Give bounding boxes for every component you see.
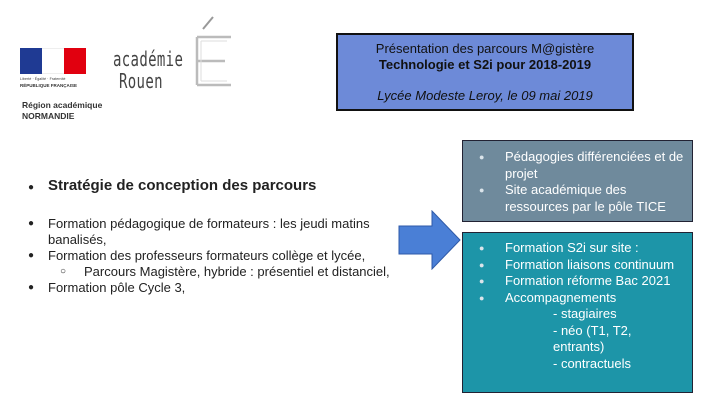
accent-e-icon bbox=[177, 15, 247, 115]
list-item-label: Formation pédagogique de formateurs : les jeudi matins banalisés, bbox=[48, 216, 370, 247]
title-line3: Lycée Modeste Leroy, le 09 mai 2019 bbox=[377, 88, 593, 103]
panel-item-label: Site académique des ressources par le pôle TICE bbox=[505, 182, 666, 214]
panel-item-label: Formation réforme Bac 2021 bbox=[505, 273, 671, 288]
panel-item bbox=[477, 257, 684, 274]
bullet-icon: ● bbox=[479, 152, 485, 162]
region-line1: Région académique bbox=[22, 100, 103, 110]
panel-item-label: Formation S2i sur site : bbox=[505, 240, 639, 255]
bullet-icon: ● bbox=[28, 218, 35, 229]
list-subitem bbox=[28, 264, 428, 280]
title-line1: Présentation des parcours M@gistère bbox=[375, 41, 595, 56]
bullet-icon: ● bbox=[479, 259, 485, 270]
list-item-label: Formation des professeurs formateurs collège et lycée, bbox=[48, 248, 366, 263]
strategy-heading: Stratégie de conception des parcours bbox=[48, 177, 317, 194]
french-flag-icon bbox=[20, 48, 86, 74]
list-item bbox=[28, 280, 428, 296]
bullet-icon: ● bbox=[28, 282, 35, 293]
title-line2: Technologie et S2i pour 2018-2019 bbox=[378, 57, 592, 72]
panel-item-label: Accompagnements bbox=[505, 289, 617, 305]
academie-rouen-logo bbox=[113, 47, 233, 97]
bullet-icon: ● bbox=[479, 276, 485, 286]
pedagogy-panel bbox=[462, 140, 693, 222]
bullet-icon: ● bbox=[28, 250, 35, 261]
training-panel bbox=[462, 232, 693, 393]
bullet-icon: ● bbox=[479, 292, 485, 303]
rouen-word: Rouen bbox=[119, 69, 163, 93]
rf-motto: Liberté · Égalité · Fraternité bbox=[20, 77, 66, 81]
list-subitem-label: Parcours Magistère, hybride : présentiel et distanciel, bbox=[84, 264, 390, 279]
bullet-icon: ● bbox=[479, 243, 485, 253]
arrow-right-icon bbox=[398, 210, 462, 270]
region-label bbox=[22, 100, 102, 122]
list-item bbox=[28, 248, 428, 264]
region-line2: NORMANDIE bbox=[22, 111, 75, 121]
panel-item-label: Pédagogies différenciées et de projet bbox=[505, 149, 684, 181]
list-item bbox=[28, 216, 428, 248]
list-item-label: Formation pôle Cycle 3, bbox=[48, 280, 186, 295]
panel-item-label: Formation liaisons continuum bbox=[505, 256, 675, 272]
panel-item bbox=[477, 149, 684, 182]
strategy-heading-item bbox=[28, 178, 428, 194]
academie-word: académie bbox=[113, 47, 184, 71]
bullet-icon: ● bbox=[479, 185, 485, 195]
bullet-icon: ● bbox=[28, 182, 35, 193]
panel-item bbox=[477, 240, 684, 257]
strategy-list bbox=[28, 178, 428, 296]
panel-subitem: - stagiaires bbox=[553, 306, 617, 321]
panel-item bbox=[477, 273, 684, 290]
presentation-title-box bbox=[336, 33, 634, 111]
panel-item bbox=[477, 290, 684, 307]
rf-name: RÉPUBLIQUE FRANÇAISE bbox=[20, 83, 78, 88]
panel-item bbox=[477, 182, 684, 215]
republique-francaise-logo bbox=[20, 48, 90, 88]
panel-subitem: - néo (T1, T2, entrants) bbox=[553, 322, 632, 354]
circle-bullet-icon: ○ bbox=[60, 266, 67, 277]
panel-subitem: - contractuels bbox=[553, 355, 632, 371]
